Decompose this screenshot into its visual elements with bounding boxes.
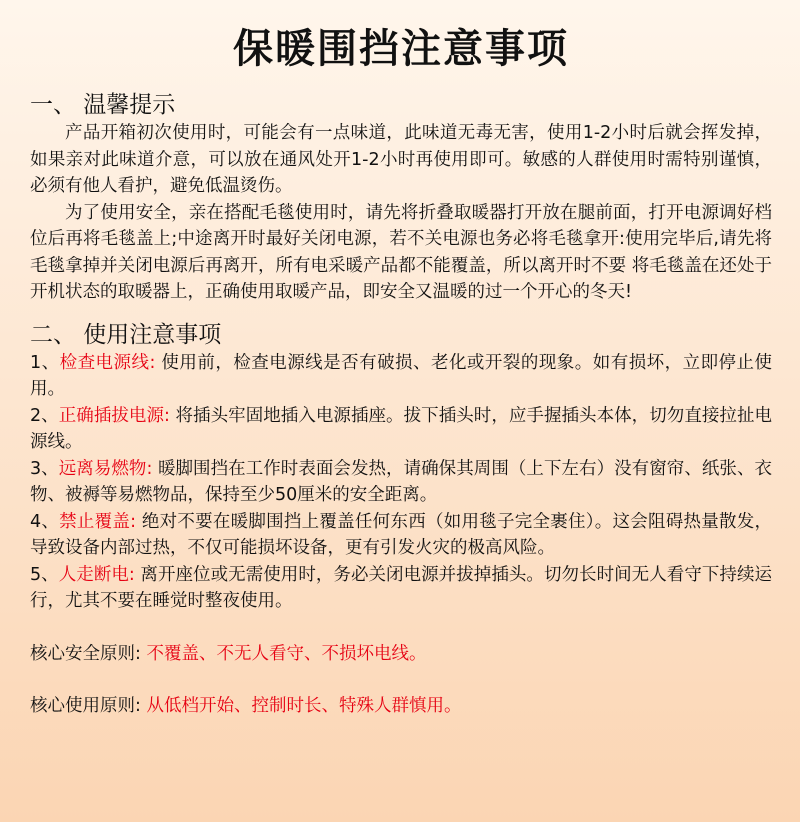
item-number: 3、 xyxy=(30,458,59,479)
item-keyword: 远离易燃物: xyxy=(58,458,153,479)
item-number: 1、 xyxy=(30,352,60,373)
section-heading-usage: 二、 使用注意事项 xyxy=(30,321,222,348)
usage-item-1 xyxy=(30,350,772,403)
safety-principle xyxy=(30,641,772,668)
item-keyword: 人走断电: xyxy=(58,564,135,585)
usage-item-5 xyxy=(30,562,772,615)
principle-value: 从低档开始、控制时长、特殊人群慎用。 xyxy=(140,696,462,716)
item-text: 将插头牢固地插入电源插座。拔下插头时，应手握插头本体，切勿直接拉扯电源线。 xyxy=(30,405,772,452)
item-text: 暖脚围挡在工作时表面会发热，请确保其周围（上下左右）没有窗帘、纸张、衣物、被褥等易燃物品，保持至少50厘米的安全距离。 xyxy=(30,458,772,505)
principle-value: 不覆盖、不无人看守、不损坏电线。 xyxy=(140,643,427,664)
usage-item-4 xyxy=(30,509,772,562)
item-keyword: 禁止覆盖: xyxy=(59,511,137,532)
notice-page xyxy=(0,22,800,822)
section-heading-tips: 一、 温馨提示 xyxy=(30,92,176,118)
item-number: 5、 xyxy=(30,564,59,585)
tips-paragraph-1: 产品开箱初次使用时，可能会有一点味道，此味道无毒无害，使用1-2小时后就会挥发掉，如果亲对此味道介意，可以放在通风处开1-2小时再使用即可。敏感的人群使用时需特别谨慎，必须有他人看护，避免低温烫伤。 xyxy=(30,123,772,196)
item-text: 绝对不要在暖脚围挡上覆盖任何东西（如用毯子完全裹住）。这会阻碍热量散发，导致设备内部过热，不仅可能损坏设备，更有引发火灾的极高风险。 xyxy=(30,511,773,558)
usage-item-2 xyxy=(30,403,772,456)
item-keyword: 检查电源线: xyxy=(59,352,156,373)
usage-principle xyxy=(30,693,772,720)
item-number: 2、 xyxy=(30,405,59,426)
item-keyword: 正确插拔电源: xyxy=(58,405,170,426)
item-text: 离开座位或无需使用时，务必关闭电源并拔掉插头。切勿长时间无人看守下持续运行，尤其不要在睡觉时整夜使用。 xyxy=(30,564,772,611)
usage-item-3 xyxy=(30,456,772,509)
page-title: 保暖围挡注意事项 xyxy=(233,26,569,72)
item-text: 使用前，检查电源线是否有破损、老化或开裂的现象。如有损坏，立即停止使用。 xyxy=(30,352,772,399)
tips-paragraph-2: 为了使用安全，亲在搭配毛毯使用时，请先将折叠取暖器打开放在腿前面，打开电源调好档位后再将毛毯盖上;中途离开时最好关闭电源，若不关电源也务必将毛毯拿开:使用完毕后,请先将毛毯拿掉并关闭电源后再离开，所有电采暖产品都不能覆盖，所以离开时不要 将毛毯盖在还处于开机状态的取暖器上，正确使用取暖产品，即安全又温暖的过一个开心的冬天! xyxy=(30,202,772,302)
principle-label: 核心安全原则: xyxy=(30,643,141,664)
principle-label: 核心使用原则: xyxy=(30,696,141,716)
item-number: 4、 xyxy=(30,511,60,532)
